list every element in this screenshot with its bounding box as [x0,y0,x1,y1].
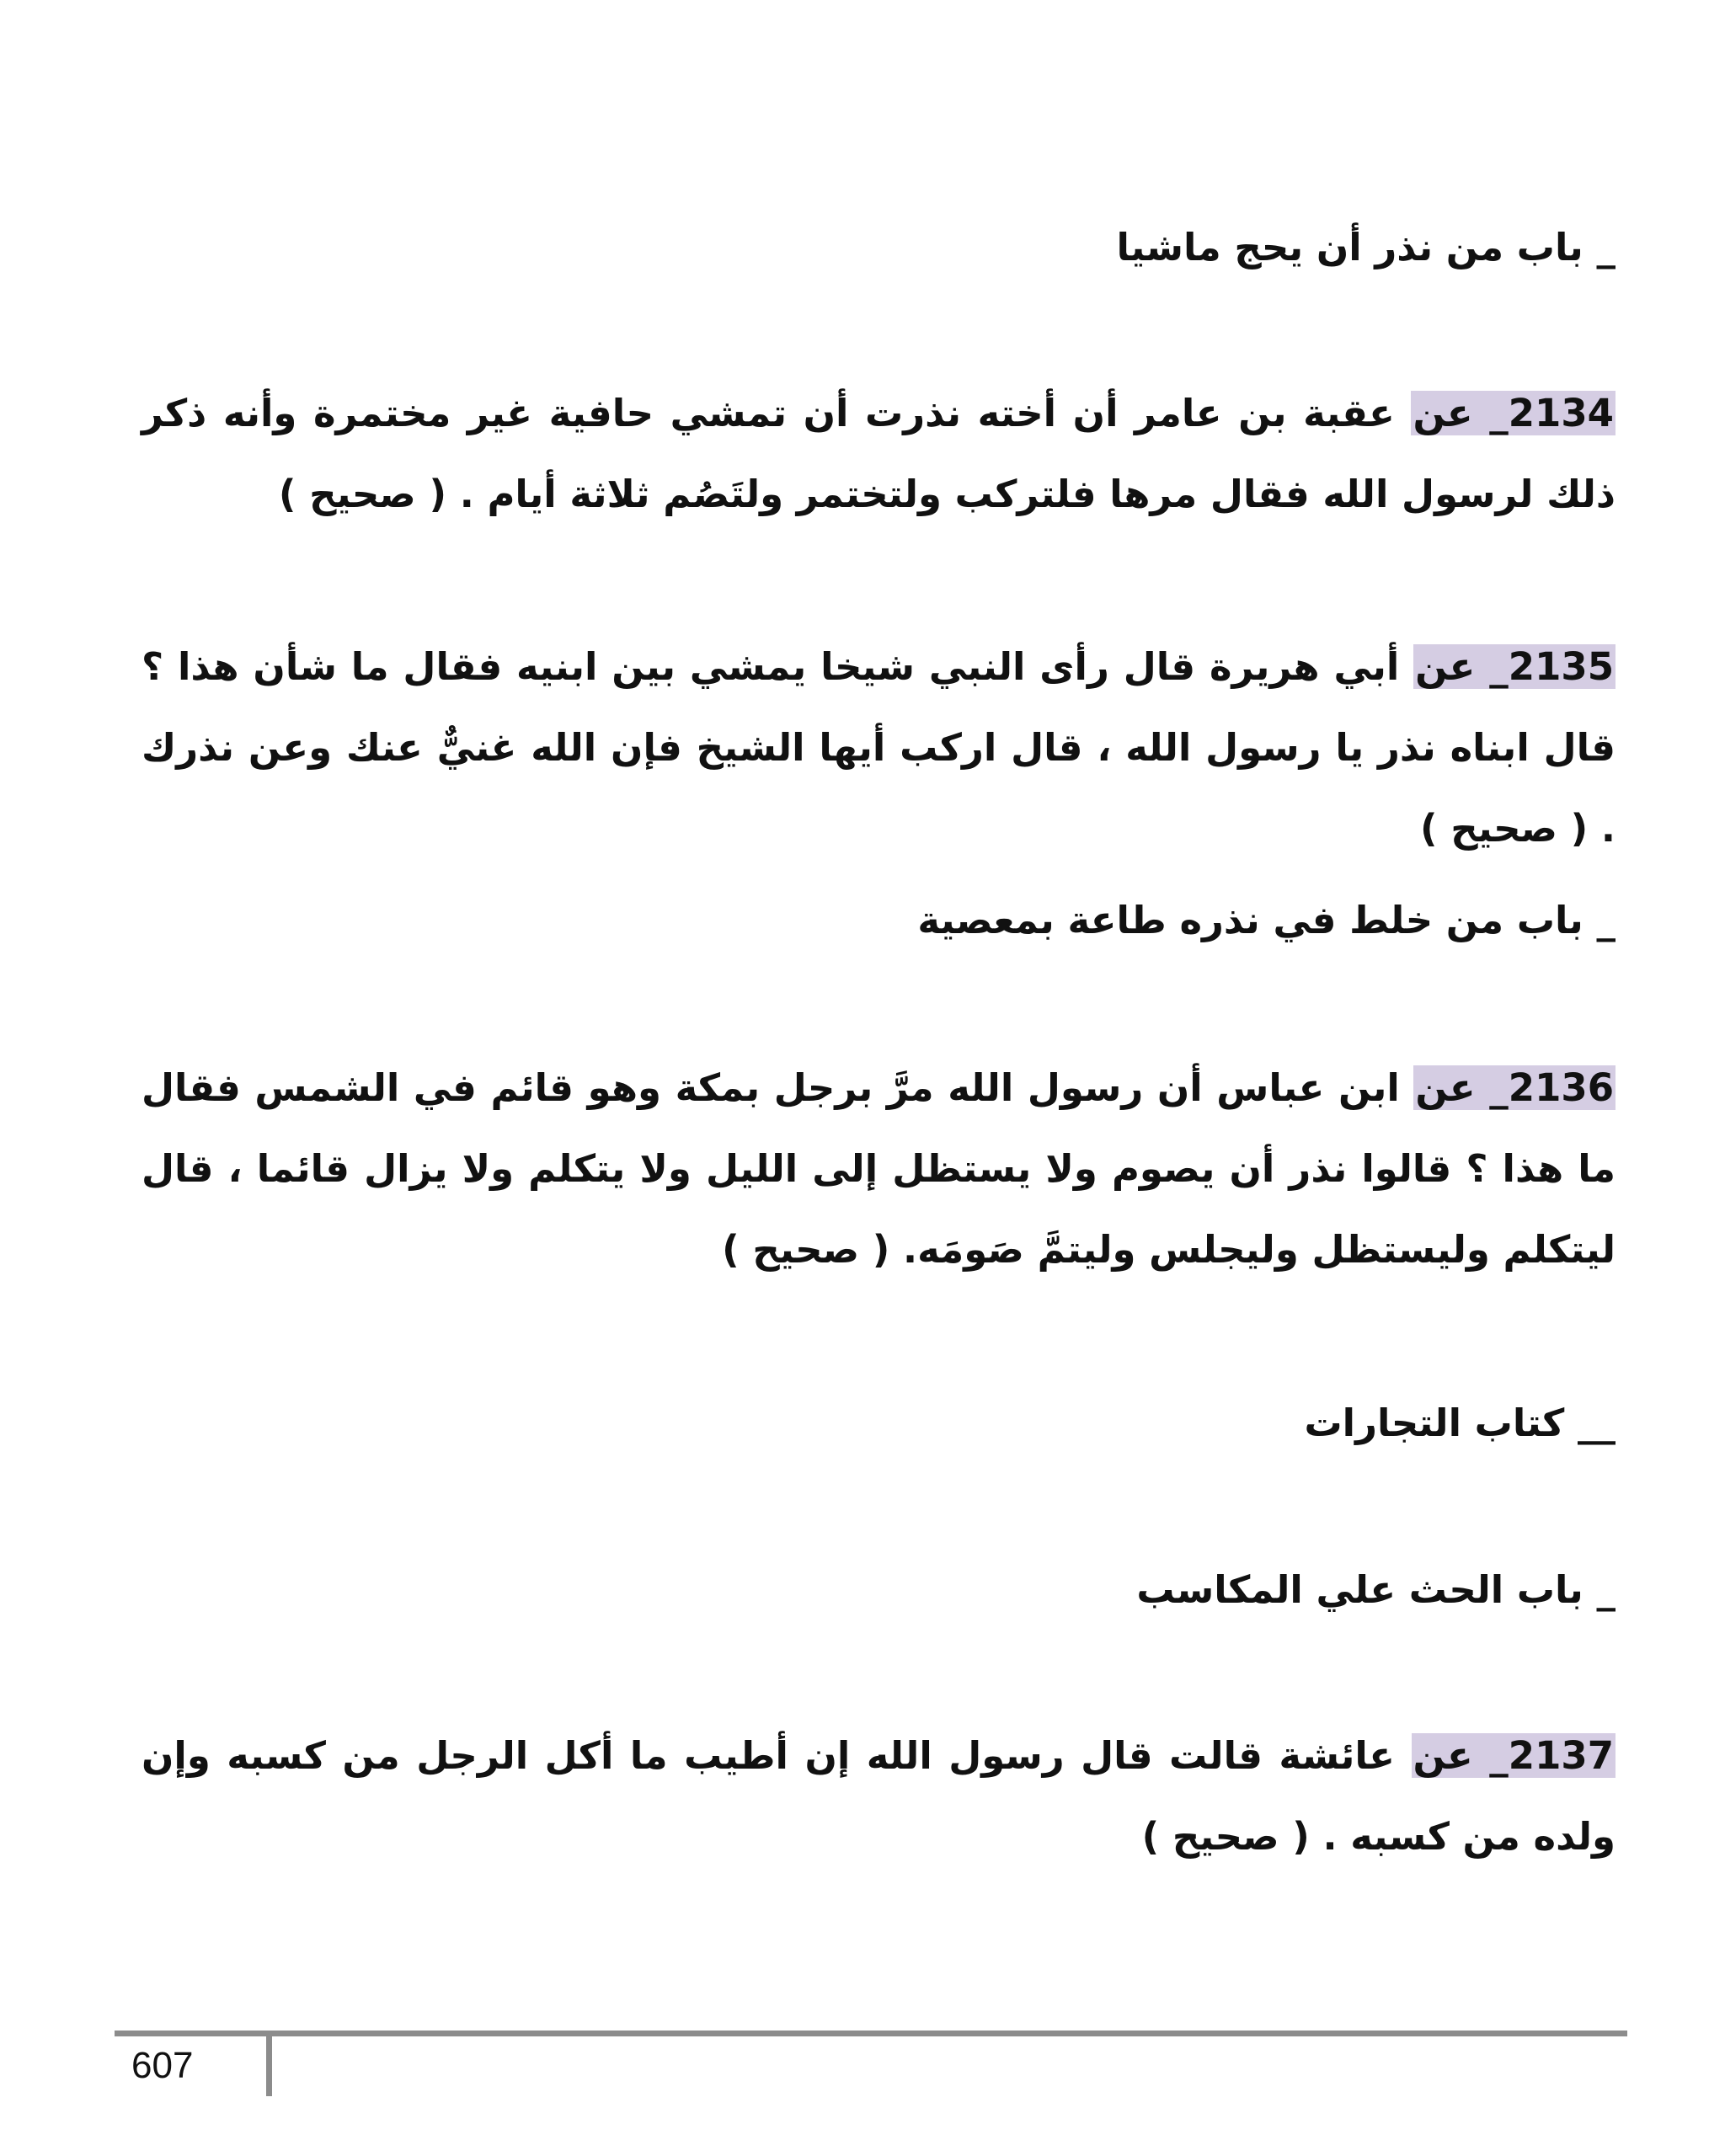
hadith-number-highlight [1413,644,1616,689]
hadith-2134 [142,373,1616,535]
hadith-number: 2134 [1508,391,1614,435]
heading-text: _ باب الحث علي المكاسب [1136,1567,1616,1612]
hadith-prefix: _ عن [1415,1065,1509,1110]
footer-rule [115,2031,1627,2036]
section-heading-mixed-vow [142,880,1616,961]
hadith-number: 2136 [1508,1065,1615,1110]
footer-divider-tick [266,2032,272,2096]
hadith-prefix: _ عن [1415,644,1509,689]
book-heading-trades [142,1383,1616,1464]
hadith-2136 [142,1048,1616,1290]
hadith-2135 [142,627,1616,869]
hadith-text: عائشة قالت قال رسول الله إن أطيب ما أكل الرجل من كسبه وإن ولده من كسبه . ( صحيح ) [142,1733,1616,1859]
section-heading-earnings [142,1550,1616,1630]
hadith-number-highlight [1412,1733,1616,1778]
hadith-2137 [142,1716,1616,1877]
heading-text: _ باب من خلط في نذره طاعة بمعصية [917,898,1616,942]
hadith-text: ابن عباس أن رسول الله مرَّ برجل بمكة وهو قائم في الشمس فقال ما هذا ؟ قالوا نذر أن يصوم ولا يستظل إلى الليل ولا يتكلم ولا يزال قائما ، قال ليتكلم وليستظل وليجلس وليتمَّ صَومَه. ( صحيح ) [142,1065,1616,1272]
page-number: 607 [131,2045,194,2086]
hadith-prefix: _ عن [1413,391,1509,435]
hadith-text: عقبة بن عامر أن أخته نذرت أن تمشي حافية غير مختمرة وأنه ذكر ذلك لرسول الله فقال مرها فلتركب ولتختمر ولتَصُم ثلاثة أيام . ( صحيح ) [142,391,1616,516]
hadith-number-highlight [1413,1065,1616,1110]
heading-text: _ باب من نذر أن يحج ماشيا [1116,225,1616,270]
section-heading-walking-hajj [142,207,1616,288]
hadith-number: 2135 [1508,644,1615,689]
hadith-text: أبي هريرة قال رأى النبي شيخا يمشي بين ابنيه فقال ما شأن هذا ؟ قال ابناه نذر يا رسول الله ، قال اركب أيها الشيخ فإن الله غنيٌّ عنك وعن نذرك . ( صحيح ) [142,644,1616,851]
hadith-number-highlight [1411,391,1616,435]
hadith-prefix: _ عن [1413,1733,1509,1778]
heading-text: __ كتاب التجارات [1304,1401,1616,1445]
hadith-number: 2137 [1508,1733,1615,1778]
